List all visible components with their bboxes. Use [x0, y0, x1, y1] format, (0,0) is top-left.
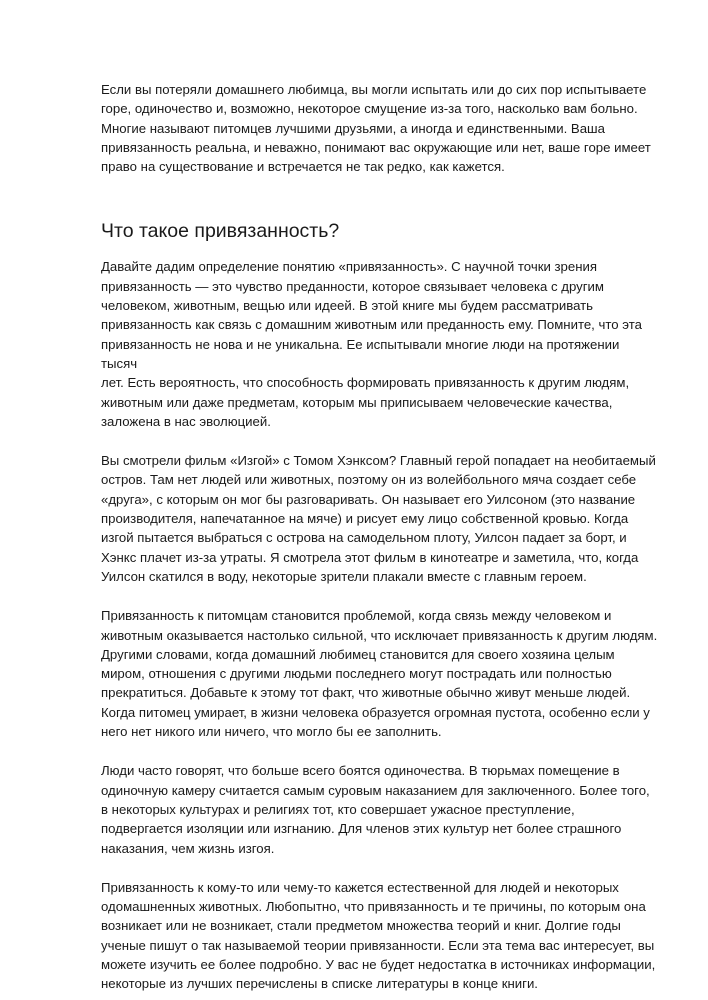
document-page: [101, 80, 659, 994]
paragraph-definition: Давайте дадим определение понятию «привязанность». С научной точки зрения привязанность — это чувство преданности, которое связывает человека с другим человеком, животным, вещью или идеей. В этой книге мы будем рассматривать привязанность как связь с домашним животным или преданность ему. Помните, что эта привязанность не нова и не уникальна. Ее испытывали многие люди на протяжении тысяч лет. Есть вероятность, что способность формировать привязанность к другим людям, животным или даже предметам, которым мы приписываем человеческие качества, заложена в нас эволюцией.: [101, 259, 642, 429]
paragraph-attachment-theory: Привязанность к кому-то или чему-то кажется естественной для людей и некоторых одомашненных животных. Любопытно, что привязанность и те причины, по которым она возникает или не возникает, стали предметом множества теорий и книг. Долгие годы ученые пишут о так называемой теории привязанности. Если эта тема вас интересует, вы можете изучить ее более подробно. У вас не будет недостатка в источниках информации, некоторые из лучших перечислены в списке литературы в конце книги.: [101, 879, 656, 992]
paragraph-loneliness: Люди часто говорят, что больше всего боятся одиночества. В тюрьмах помещение в одиночную камеру считается самым суровым наказанием для заключенного. Более того, в некоторых культурах и религиях тот, кто совершает ужасное преступление, подвергается изоляции или изгнанию. Для членов этих культур нет более страшного наказания, чем жизнь изгоя.: [101, 763, 650, 856]
intro-paragraph: Если вы потеряли домашнего любимца, вы могли испытать или до сих пор испытываете горе, одиночество и, возможно, некоторое смущение из-за того, насколько вам больно. Многие называют питомцев лучшими друзьями, а иногда и единственными. Ваша привязанность реальна, и неважно, понимают вас окружающие или нет, ваше горе имеет право на существование и встречается не так редко, как кажется.: [101, 82, 651, 175]
section-heading: Что такое привязанность?: [101, 220, 340, 243]
paragraph-problem: Привязанность к питомцам становится проблемой, когда связь между человеком и животным оказывается настолько сильной, что исключает привязанность к другим людям. Другими словами, когда домашний любимец становится для своего хозяина целым миром, отношения с другими людьми последнего могут пострадать или полностью прекратиться. Добавьте к этому тот факт, что животные обычно живут меньше людей. Когда питомец умирает, в жизни человека образуется огромная пустота, особенно если у него нет никого или ничего, что могло бы ее заполнить.: [101, 608, 658, 740]
paragraph-cast-away: Вы смотрели фильм «Изгой» с Томом Хэнксом? Главный герой попадает на необитаемый остров. Там нет людей или животных, поэтому он из волейбольного мяча создает себе «друга», с которым он мог бы разговаривать. Он называет его Уилсоном (это название производителя, напечатанное на мяче) и рисует ему лицо собственной кровью. Когда изгой пытается выбраться с острова на самодельном плоту, Уилсон падает за борт, и Хэнкс плачет из-за утраты. Я смотрела этот фильм в кинотеатре и заметила, что, когда Уилсон скатился в воду, некоторые зрители плакали вместе с главным героем.: [101, 453, 656, 584]
